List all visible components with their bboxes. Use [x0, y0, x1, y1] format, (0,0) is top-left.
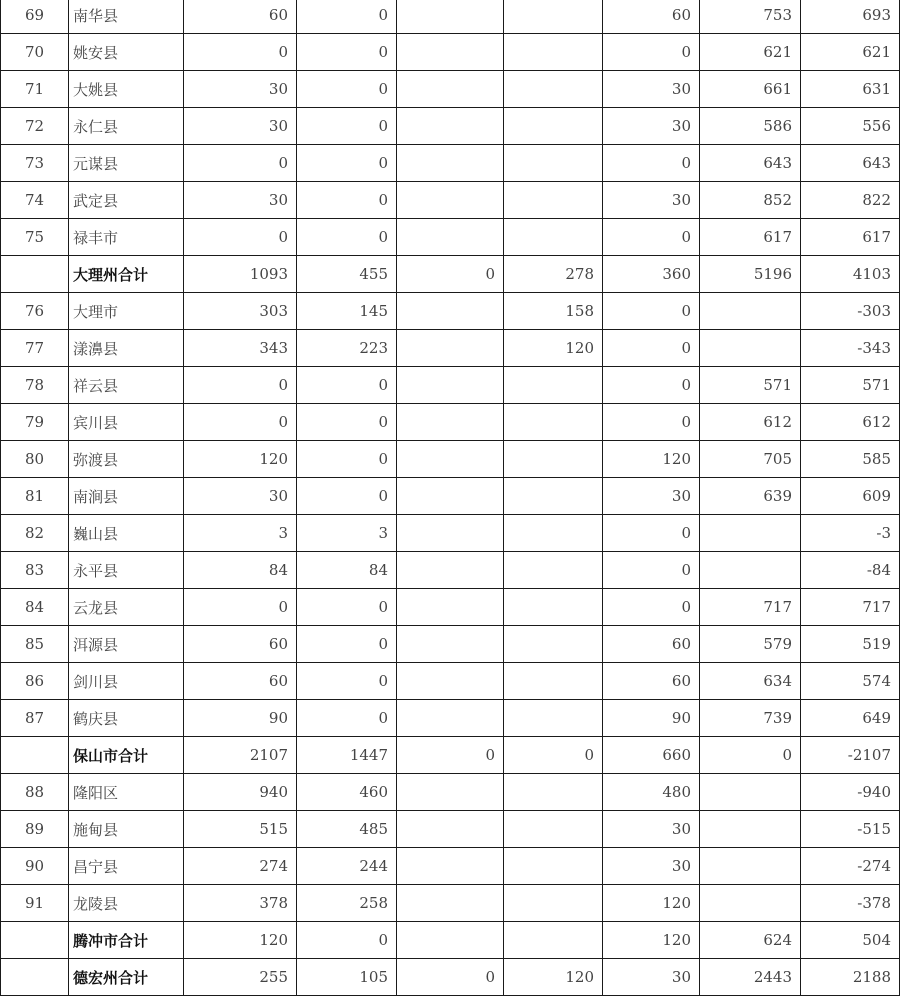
value-cell-c3: [397, 885, 504, 922]
value-cell-c7: -378: [801, 885, 900, 922]
value-cell-c1: 0: [184, 589, 297, 626]
value-cell-c1: 274: [184, 848, 297, 885]
value-cell-c6: [700, 552, 801, 589]
table-row: [1, 626, 900, 663]
table-row: [1, 774, 900, 811]
value-cell-c2: 0: [297, 478, 397, 515]
row-index-cell: [1, 922, 69, 959]
region-name-cell: 元谋县: [69, 145, 184, 182]
value-cell-c3: [397, 71, 504, 108]
region-name-cell: 禄丰市: [69, 219, 184, 256]
region-name-cell: 巍山县: [69, 515, 184, 552]
value-cell-c7: 649: [801, 700, 900, 737]
value-cell-c4: [504, 219, 603, 256]
value-cell-c6: [700, 811, 801, 848]
region-name-cell: 鹤庆县: [69, 700, 184, 737]
region-name-cell: 宾川县: [69, 404, 184, 441]
value-cell-c5: 0: [603, 589, 700, 626]
value-cell-c3: 0: [397, 959, 504, 996]
value-cell-c4: [504, 552, 603, 589]
region-name-cell: 南华县: [69, 0, 184, 34]
table-row: [1, 219, 900, 256]
row-index-cell: 77: [1, 330, 69, 367]
value-cell-c6: 612: [700, 404, 801, 441]
value-cell-c1: 0: [184, 34, 297, 71]
region-name-cell: 武定县: [69, 182, 184, 219]
value-cell-c1: 60: [184, 0, 297, 34]
value-cell-c7: -515: [801, 811, 900, 848]
value-cell-c4: [504, 367, 603, 404]
value-cell-c7: 693: [801, 0, 900, 34]
table-row: [1, 515, 900, 552]
value-cell-c1: 940: [184, 774, 297, 811]
value-cell-c2: 0: [297, 0, 397, 34]
value-cell-c1: 84: [184, 552, 297, 589]
value-cell-c2: 0: [297, 34, 397, 71]
value-cell-c4: 120: [504, 959, 603, 996]
value-cell-c5: 120: [603, 885, 700, 922]
value-cell-c3: [397, 552, 504, 589]
row-index-cell: 82: [1, 515, 69, 552]
value-cell-c7: 612: [801, 404, 900, 441]
value-cell-c1: 343: [184, 330, 297, 367]
value-cell-c1: 0: [184, 145, 297, 182]
row-index-cell: 69: [1, 0, 69, 34]
table-row: [1, 0, 900, 34]
value-cell-c5: 90: [603, 700, 700, 737]
value-cell-c5: 30: [603, 478, 700, 515]
value-cell-c4: [504, 441, 603, 478]
row-index-cell: 71: [1, 71, 69, 108]
subtotal-row: [1, 737, 900, 774]
value-cell-c5: 60: [603, 663, 700, 700]
value-cell-c7: 617: [801, 219, 900, 256]
value-cell-c6: 643: [700, 145, 801, 182]
value-cell-c2: 244: [297, 848, 397, 885]
value-cell-c7: -274: [801, 848, 900, 885]
value-cell-c1: 60: [184, 663, 297, 700]
region-name-cell: 大姚县: [69, 71, 184, 108]
value-cell-c6: [700, 330, 801, 367]
value-cell-c1: 120: [184, 922, 297, 959]
value-cell-c1: 0: [184, 367, 297, 404]
value-cell-c3: [397, 219, 504, 256]
value-cell-c7: -343: [801, 330, 900, 367]
value-cell-c3: [397, 663, 504, 700]
table-row: [1, 700, 900, 737]
table-row: [1, 663, 900, 700]
value-cell-c3: [397, 182, 504, 219]
value-cell-c5: 60: [603, 626, 700, 663]
value-cell-c4: [504, 885, 603, 922]
row-index-cell: 90: [1, 848, 69, 885]
region-name-cell: 永仁县: [69, 108, 184, 145]
value-cell-c1: 120: [184, 441, 297, 478]
value-cell-c5: 0: [603, 367, 700, 404]
value-cell-c5: 30: [603, 848, 700, 885]
row-index-cell: 79: [1, 404, 69, 441]
value-cell-c4: [504, 700, 603, 737]
value-cell-c4: [504, 71, 603, 108]
value-cell-c3: [397, 811, 504, 848]
value-cell-c2: 84: [297, 552, 397, 589]
table-row: [1, 885, 900, 922]
value-cell-c5: 30: [603, 182, 700, 219]
value-cell-c2: 0: [297, 367, 397, 404]
value-cell-c4: 278: [504, 256, 603, 293]
row-index-cell: 78: [1, 367, 69, 404]
value-cell-c3: 0: [397, 256, 504, 293]
value-cell-c3: [397, 145, 504, 182]
value-cell-c3: [397, 293, 504, 330]
row-index-cell: 70: [1, 34, 69, 71]
region-name-cell: 隆阳区: [69, 774, 184, 811]
value-cell-c2: 0: [297, 663, 397, 700]
row-index-cell: 91: [1, 885, 69, 922]
value-cell-c2: 0: [297, 626, 397, 663]
value-cell-c2: 1447: [297, 737, 397, 774]
value-cell-c2: 0: [297, 145, 397, 182]
value-cell-c3: [397, 330, 504, 367]
value-cell-c1: 30: [184, 478, 297, 515]
value-cell-c1: 60: [184, 626, 297, 663]
value-cell-c2: 0: [297, 441, 397, 478]
value-cell-c2: 223: [297, 330, 397, 367]
row-index-cell: 88: [1, 774, 69, 811]
value-cell-c4: [504, 774, 603, 811]
region-name-cell: 弥渡县: [69, 441, 184, 478]
value-cell-c7: 621: [801, 34, 900, 71]
region-name-cell: 姚安县: [69, 34, 184, 71]
region-name-cell: 施甸县: [69, 811, 184, 848]
value-cell-c7: 4103: [801, 256, 900, 293]
value-cell-c4: 0: [504, 737, 603, 774]
value-cell-c3: [397, 515, 504, 552]
row-index-cell: 86: [1, 663, 69, 700]
value-cell-c7: 574: [801, 663, 900, 700]
value-cell-c4: 158: [504, 293, 603, 330]
value-cell-c1: 30: [184, 71, 297, 108]
value-cell-c6: 617: [700, 219, 801, 256]
value-cell-c1: 3: [184, 515, 297, 552]
value-cell-c3: [397, 922, 504, 959]
value-cell-c2: 0: [297, 182, 397, 219]
value-cell-c7: 504: [801, 922, 900, 959]
row-index-cell: [1, 737, 69, 774]
value-cell-c3: [397, 108, 504, 145]
row-index-cell: 80: [1, 441, 69, 478]
value-cell-c3: [397, 589, 504, 626]
table-row: [1, 848, 900, 885]
subtotal-row: [1, 959, 900, 996]
region-name-cell: 剑川县: [69, 663, 184, 700]
value-cell-c1: 303: [184, 293, 297, 330]
value-cell-c6: 5196: [700, 256, 801, 293]
table-row: [1, 293, 900, 330]
value-cell-c2: 0: [297, 404, 397, 441]
row-index-cell: [1, 959, 69, 996]
row-index-cell: 81: [1, 478, 69, 515]
value-cell-c7: 556: [801, 108, 900, 145]
row-index-cell: 76: [1, 293, 69, 330]
table-row: [1, 182, 900, 219]
value-cell-c4: [504, 145, 603, 182]
value-cell-c3: 0: [397, 737, 504, 774]
value-cell-c1: 378: [184, 885, 297, 922]
row-index-cell: 72: [1, 108, 69, 145]
value-cell-c5: 0: [603, 34, 700, 71]
value-cell-c4: [504, 515, 603, 552]
region-name-cell: 德宏州合计: [69, 959, 184, 996]
value-cell-c6: [700, 885, 801, 922]
value-cell-c5: 30: [603, 108, 700, 145]
value-cell-c5: 360: [603, 256, 700, 293]
value-cell-c2: 0: [297, 219, 397, 256]
table-row: [1, 145, 900, 182]
value-cell-c7: 643: [801, 145, 900, 182]
value-cell-c3: [397, 626, 504, 663]
value-cell-c6: 571: [700, 367, 801, 404]
row-index-cell: 84: [1, 589, 69, 626]
value-cell-c3: [397, 0, 504, 34]
value-cell-c7: -3: [801, 515, 900, 552]
value-cell-c5: 120: [603, 922, 700, 959]
value-cell-c4: [504, 626, 603, 663]
value-cell-c5: 60: [603, 0, 700, 34]
table-row: [1, 71, 900, 108]
value-cell-c2: 3: [297, 515, 397, 552]
value-cell-c6: 717: [700, 589, 801, 626]
row-index-cell: 89: [1, 811, 69, 848]
value-cell-c5: 0: [603, 145, 700, 182]
value-cell-c1: 515: [184, 811, 297, 848]
row-index-cell: [1, 256, 69, 293]
table-row: [1, 811, 900, 848]
value-cell-c6: [700, 293, 801, 330]
region-name-cell: 龙陵县: [69, 885, 184, 922]
value-cell-c5: 0: [603, 515, 700, 552]
value-cell-c7: -303: [801, 293, 900, 330]
value-cell-c4: [504, 34, 603, 71]
value-cell-c4: [504, 182, 603, 219]
value-cell-c4: [504, 478, 603, 515]
table-row: [1, 552, 900, 589]
value-cell-c6: 639: [700, 478, 801, 515]
value-cell-c5: 480: [603, 774, 700, 811]
table-row: [1, 478, 900, 515]
value-cell-c6: 0: [700, 737, 801, 774]
value-cell-c6: 579: [700, 626, 801, 663]
table-row: [1, 404, 900, 441]
table-row: [1, 367, 900, 404]
value-cell-c5: 30: [603, 959, 700, 996]
value-cell-c7: 519: [801, 626, 900, 663]
region-name-cell: 昌宁县: [69, 848, 184, 885]
region-name-cell: 大理市: [69, 293, 184, 330]
value-cell-c2: 455: [297, 256, 397, 293]
value-cell-c4: [504, 404, 603, 441]
row-index-cell: 83: [1, 552, 69, 589]
value-cell-c2: 0: [297, 700, 397, 737]
value-cell-c2: 145: [297, 293, 397, 330]
value-cell-c2: 105: [297, 959, 397, 996]
value-cell-c1: 0: [184, 404, 297, 441]
region-name-cell: 南涧县: [69, 478, 184, 515]
value-cell-c7: 585: [801, 441, 900, 478]
row-index-cell: 74: [1, 182, 69, 219]
value-cell-c2: 460: [297, 774, 397, 811]
table-row: [1, 330, 900, 367]
value-cell-c6: 634: [700, 663, 801, 700]
subtotal-row: [1, 256, 900, 293]
value-cell-c7: 609: [801, 478, 900, 515]
region-name-cell: 大理州合计: [69, 256, 184, 293]
value-cell-c3: [397, 441, 504, 478]
value-cell-c6: 2443: [700, 959, 801, 996]
value-cell-c4: [504, 589, 603, 626]
value-cell-c5: 120: [603, 441, 700, 478]
value-cell-c3: [397, 478, 504, 515]
value-cell-c1: 2107: [184, 737, 297, 774]
value-cell-c1: 1093: [184, 256, 297, 293]
value-cell-c4: [504, 108, 603, 145]
value-cell-c3: [397, 774, 504, 811]
value-cell-c6: [700, 774, 801, 811]
value-cell-c7: 631: [801, 71, 900, 108]
value-cell-c5: 0: [603, 552, 700, 589]
value-cell-c5: 0: [603, 404, 700, 441]
value-cell-c1: 255: [184, 959, 297, 996]
row-index-cell: 75: [1, 219, 69, 256]
value-cell-c6: 624: [700, 922, 801, 959]
value-cell-c7: -84: [801, 552, 900, 589]
value-cell-c5: 0: [603, 330, 700, 367]
value-cell-c4: [504, 848, 603, 885]
value-cell-c7: 2188: [801, 959, 900, 996]
value-cell-c2: 485: [297, 811, 397, 848]
subtotal-row: [1, 922, 900, 959]
value-cell-c6: [700, 515, 801, 552]
value-cell-c1: 30: [184, 182, 297, 219]
region-name-cell: 洱源县: [69, 626, 184, 663]
region-name-cell: 云龙县: [69, 589, 184, 626]
value-cell-c6: 705: [700, 441, 801, 478]
value-cell-c4: 120: [504, 330, 603, 367]
value-cell-c1: 0: [184, 219, 297, 256]
value-cell-c5: 30: [603, 811, 700, 848]
value-cell-c6: 852: [700, 182, 801, 219]
region-name-cell: 漾濞县: [69, 330, 184, 367]
row-index-cell: 85: [1, 626, 69, 663]
value-cell-c7: 822: [801, 182, 900, 219]
table-row: [1, 441, 900, 478]
value-cell-c5: 0: [603, 219, 700, 256]
table-row: [1, 34, 900, 71]
value-cell-c6: 661: [700, 71, 801, 108]
value-cell-c5: 30: [603, 71, 700, 108]
table-body: [1, 0, 900, 996]
value-cell-c6: [700, 848, 801, 885]
value-cell-c3: [397, 700, 504, 737]
value-cell-c1: 30: [184, 108, 297, 145]
value-cell-c6: 753: [700, 0, 801, 34]
table-row: [1, 108, 900, 145]
value-cell-c6: 739: [700, 700, 801, 737]
region-name-cell: 祥云县: [69, 367, 184, 404]
region-name-cell: 腾冲市合计: [69, 922, 184, 959]
value-cell-c4: [504, 663, 603, 700]
value-cell-c3: [397, 404, 504, 441]
value-cell-c4: [504, 922, 603, 959]
region-name-cell: 永平县: [69, 552, 184, 589]
value-cell-c3: [397, 34, 504, 71]
value-cell-c7: 571: [801, 367, 900, 404]
value-cell-c7: 717: [801, 589, 900, 626]
value-cell-c7: -940: [801, 774, 900, 811]
region-name-cell: 保山市合计: [69, 737, 184, 774]
value-cell-c3: [397, 367, 504, 404]
value-cell-c6: 586: [700, 108, 801, 145]
row-index-cell: 73: [1, 145, 69, 182]
table-row: [1, 589, 900, 626]
value-cell-c3: [397, 848, 504, 885]
value-cell-c5: 660: [603, 737, 700, 774]
value-cell-c4: [504, 811, 603, 848]
value-cell-c1: 90: [184, 700, 297, 737]
value-cell-c6: 621: [700, 34, 801, 71]
value-cell-c2: 0: [297, 108, 397, 145]
value-cell-c2: 0: [297, 922, 397, 959]
value-cell-c7: -2107: [801, 737, 900, 774]
value-cell-c2: 258: [297, 885, 397, 922]
row-index-cell: 87: [1, 700, 69, 737]
value-cell-c4: [504, 0, 603, 34]
value-cell-c2: 0: [297, 589, 397, 626]
value-cell-c2: 0: [297, 71, 397, 108]
value-cell-c5: 0: [603, 293, 700, 330]
